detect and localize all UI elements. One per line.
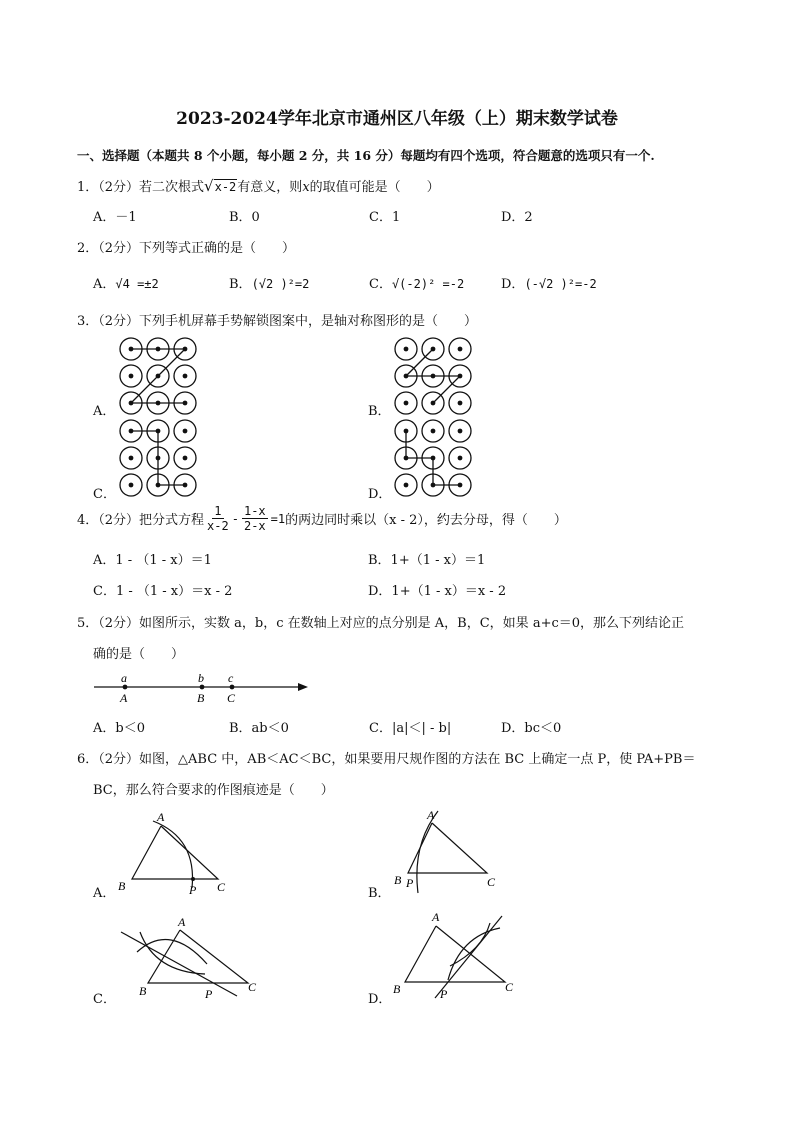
- q2-b-label: B．: [229, 277, 252, 292]
- q5-option-d: D．bc＜0: [501, 721, 562, 736]
- grid-dot: [129, 347, 134, 352]
- section-heading: 一、选择题（本题共 8 个小题，每小题 2 分，共 16 分）每题均有四个选项，符合题意的选项只有一个.: [77, 148, 655, 163]
- q2-option-a: [93, 273, 159, 292]
- point-c-dot: [230, 685, 235, 690]
- question-6-line2: BC，那么符合要求的作图痕迹是（ ）: [93, 783, 334, 798]
- label-c: c: [228, 671, 234, 685]
- fraction-1-denominator: x-2: [207, 519, 229, 533]
- label-A: A: [157, 810, 165, 824]
- label-C: C: [217, 880, 226, 894]
- pattern-stroke: [433, 376, 460, 403]
- grid-dot: [431, 483, 436, 488]
- fraction-1-numerator: 1: [214, 504, 222, 518]
- label-a: a: [121, 671, 127, 685]
- label-A: A: [120, 691, 128, 705]
- question-1: [77, 176, 440, 195]
- q3-label-c: C．: [93, 487, 116, 502]
- grid-dot: [458, 429, 463, 434]
- arc: [417, 811, 438, 893]
- q6-label-d: D．: [368, 992, 392, 1007]
- grid-dot: [404, 429, 409, 434]
- label-A: A: [178, 915, 186, 929]
- grid-dot: [458, 401, 463, 406]
- q1-stem-a: 1．（2分）若二次根式: [77, 180, 205, 195]
- q2-d-math: (-√2 )²=-2: [524, 277, 597, 291]
- grid-dot: [183, 401, 188, 406]
- label-A: A: [432, 910, 440, 924]
- q4-stem-b: 的两边同时乘以（x - 2），约去分母，得（ ）: [285, 513, 567, 528]
- pattern-stroke: [406, 349, 433, 376]
- question-4: [77, 504, 567, 533]
- label-b: b: [198, 671, 204, 685]
- grid-dot: [404, 456, 409, 461]
- grid-dot: [156, 401, 161, 406]
- label-C: C: [248, 980, 257, 994]
- q1-var: x: [302, 180, 310, 195]
- grid-dot: [156, 429, 161, 434]
- q6-label-c: C．: [93, 992, 116, 1007]
- point-b-dot: [200, 685, 205, 690]
- grid-dot: [156, 374, 161, 379]
- grid-dot: [129, 429, 134, 434]
- arc: [153, 821, 193, 888]
- grid-dot: [458, 374, 463, 379]
- q2-a-label: A．: [93, 277, 116, 292]
- label-P: P: [406, 876, 414, 890]
- label-A: A: [427, 808, 435, 822]
- equals-one: =1: [270, 511, 286, 526]
- q2-a-math: √4 =±2: [115, 277, 159, 291]
- q2-option-b: [229, 273, 309, 292]
- grid-dot: [156, 456, 161, 461]
- q1-option-a: A．－1: [93, 210, 137, 225]
- q4-option-d: D．1+（1 - x）＝x - 2: [368, 584, 507, 599]
- grid-dot: [431, 429, 436, 434]
- q6-figure-a: [115, 808, 240, 898]
- grid-dot: [431, 401, 436, 406]
- fraction-1: [207, 504, 229, 533]
- q3-pattern-a: [118, 336, 198, 412]
- point-p-dot: [191, 877, 195, 881]
- axis-arrow-icon: [298, 683, 308, 691]
- grid-dot: [404, 401, 409, 406]
- q6-label-a: A．: [93, 886, 116, 901]
- q3-pattern-b: [393, 336, 473, 412]
- grid-dot: [156, 483, 161, 488]
- grid-dot: [431, 374, 436, 379]
- grid-dot: [129, 456, 134, 461]
- grid-dot: [458, 456, 463, 461]
- question-5-line2: 确的是（ ）: [93, 647, 185, 662]
- grid-dot: [183, 483, 188, 488]
- fraction-2-numerator: 1-x: [243, 504, 266, 518]
- q4-option-a: A．1 - （1 - x）＝1: [93, 553, 212, 568]
- minus-sign: -: [231, 511, 239, 526]
- number-line: [90, 670, 315, 706]
- label-B: B: [118, 879, 126, 893]
- grid-dot: [129, 374, 134, 379]
- grid-dot: [129, 483, 134, 488]
- q2-d-label: D．: [501, 277, 525, 292]
- q6-figure-c: [115, 912, 265, 1002]
- grid-dot: [404, 374, 409, 379]
- label-B: B: [139, 984, 147, 998]
- label-C: C: [487, 875, 496, 889]
- q6-figure-d: [390, 908, 525, 1003]
- grid-dot: [129, 401, 134, 406]
- q3-label-a: A．: [93, 404, 116, 419]
- grid-dot: [431, 456, 436, 461]
- q6-figure-b: [390, 805, 505, 900]
- q4-option-c: C．1 - （1 - x）＝x - 2: [93, 584, 233, 599]
- grid-dot: [183, 347, 188, 352]
- label-P: P: [440, 987, 448, 1001]
- q2-c-math: √(-2)² =-2: [391, 277, 465, 291]
- q2-option-c: [369, 273, 464, 292]
- grid-dot: [404, 483, 409, 488]
- q6-label-b: B．: [368, 886, 391, 901]
- q2-c-label: C．: [369, 277, 392, 292]
- grid-dot: [183, 456, 188, 461]
- q5-option-a: A．b＜0: [93, 721, 145, 736]
- q1-stem-c: 的取值可能是（ ）: [309, 180, 440, 195]
- grid-dot: [458, 483, 463, 488]
- grid-dot: [156, 347, 161, 352]
- question-2: 2．（2分）下列等式正确的是（ ）: [77, 241, 296, 256]
- q5-option-c: C．|a|＜| - b|: [369, 721, 452, 736]
- q5-option-b: B．ab＜0: [229, 721, 289, 736]
- grid-dot: [404, 347, 409, 352]
- q3-label-d: D．: [368, 487, 392, 502]
- q4-option-b: B．1+（1 - x）＝1: [368, 553, 486, 568]
- fraction-2: [242, 504, 268, 533]
- label-C: C: [505, 980, 514, 994]
- q1-option-b: B．0: [229, 210, 260, 225]
- question-6-line1: 6．（2分）如图，△ABC 中，AB＜AC＜BC，如果要用尺规作图的方法在 BC 上确定一点 P，使 PA+PB＝: [77, 752, 696, 767]
- label-P: P: [189, 883, 197, 897]
- grid-dot: [458, 347, 463, 352]
- grid-dot: [183, 374, 188, 379]
- label-C: C: [227, 691, 236, 705]
- fraction-2-denominator: 2-x: [243, 519, 266, 533]
- q2-option-d: [501, 273, 597, 292]
- label-B: B: [393, 982, 401, 996]
- point-a-dot: [123, 685, 128, 690]
- q1-radicand: x-2: [214, 180, 237, 194]
- bisector-line: [435, 916, 502, 998]
- sqrt-sign: √: [204, 177, 214, 195]
- label-B: B: [197, 691, 205, 705]
- question-3: 3．（2分）下列手机屏幕手势解锁图案中，是轴对称图形的是（ ）: [77, 314, 478, 329]
- grid-dot: [431, 347, 436, 352]
- q1-option-d: D．2: [501, 210, 533, 225]
- q1-option-c: C．1: [369, 210, 401, 225]
- q3-pattern-c: [118, 418, 198, 494]
- q1-stem-b: 有意义，则: [237, 180, 303, 195]
- q2-b-math: (√2 )²=2: [251, 277, 310, 291]
- q3-pattern-d: [393, 418, 473, 494]
- label-B: B: [394, 873, 402, 887]
- label-P: P: [205, 987, 213, 1001]
- grid-dot: [183, 429, 188, 434]
- q4-stem-a: 4．（2分）把分式方程: [77, 513, 205, 528]
- question-5-line1: 5．（2分）如图所示，实数 a，b，c 在数轴上对应的点分别是 A，B，C，如果 a+c＝0，那么下列结论正: [77, 616, 685, 631]
- page-title: 2023-2024学年北京市通州区八年级（上）期末数学试卷: [176, 109, 618, 129]
- q3-label-b: B．: [368, 404, 391, 419]
